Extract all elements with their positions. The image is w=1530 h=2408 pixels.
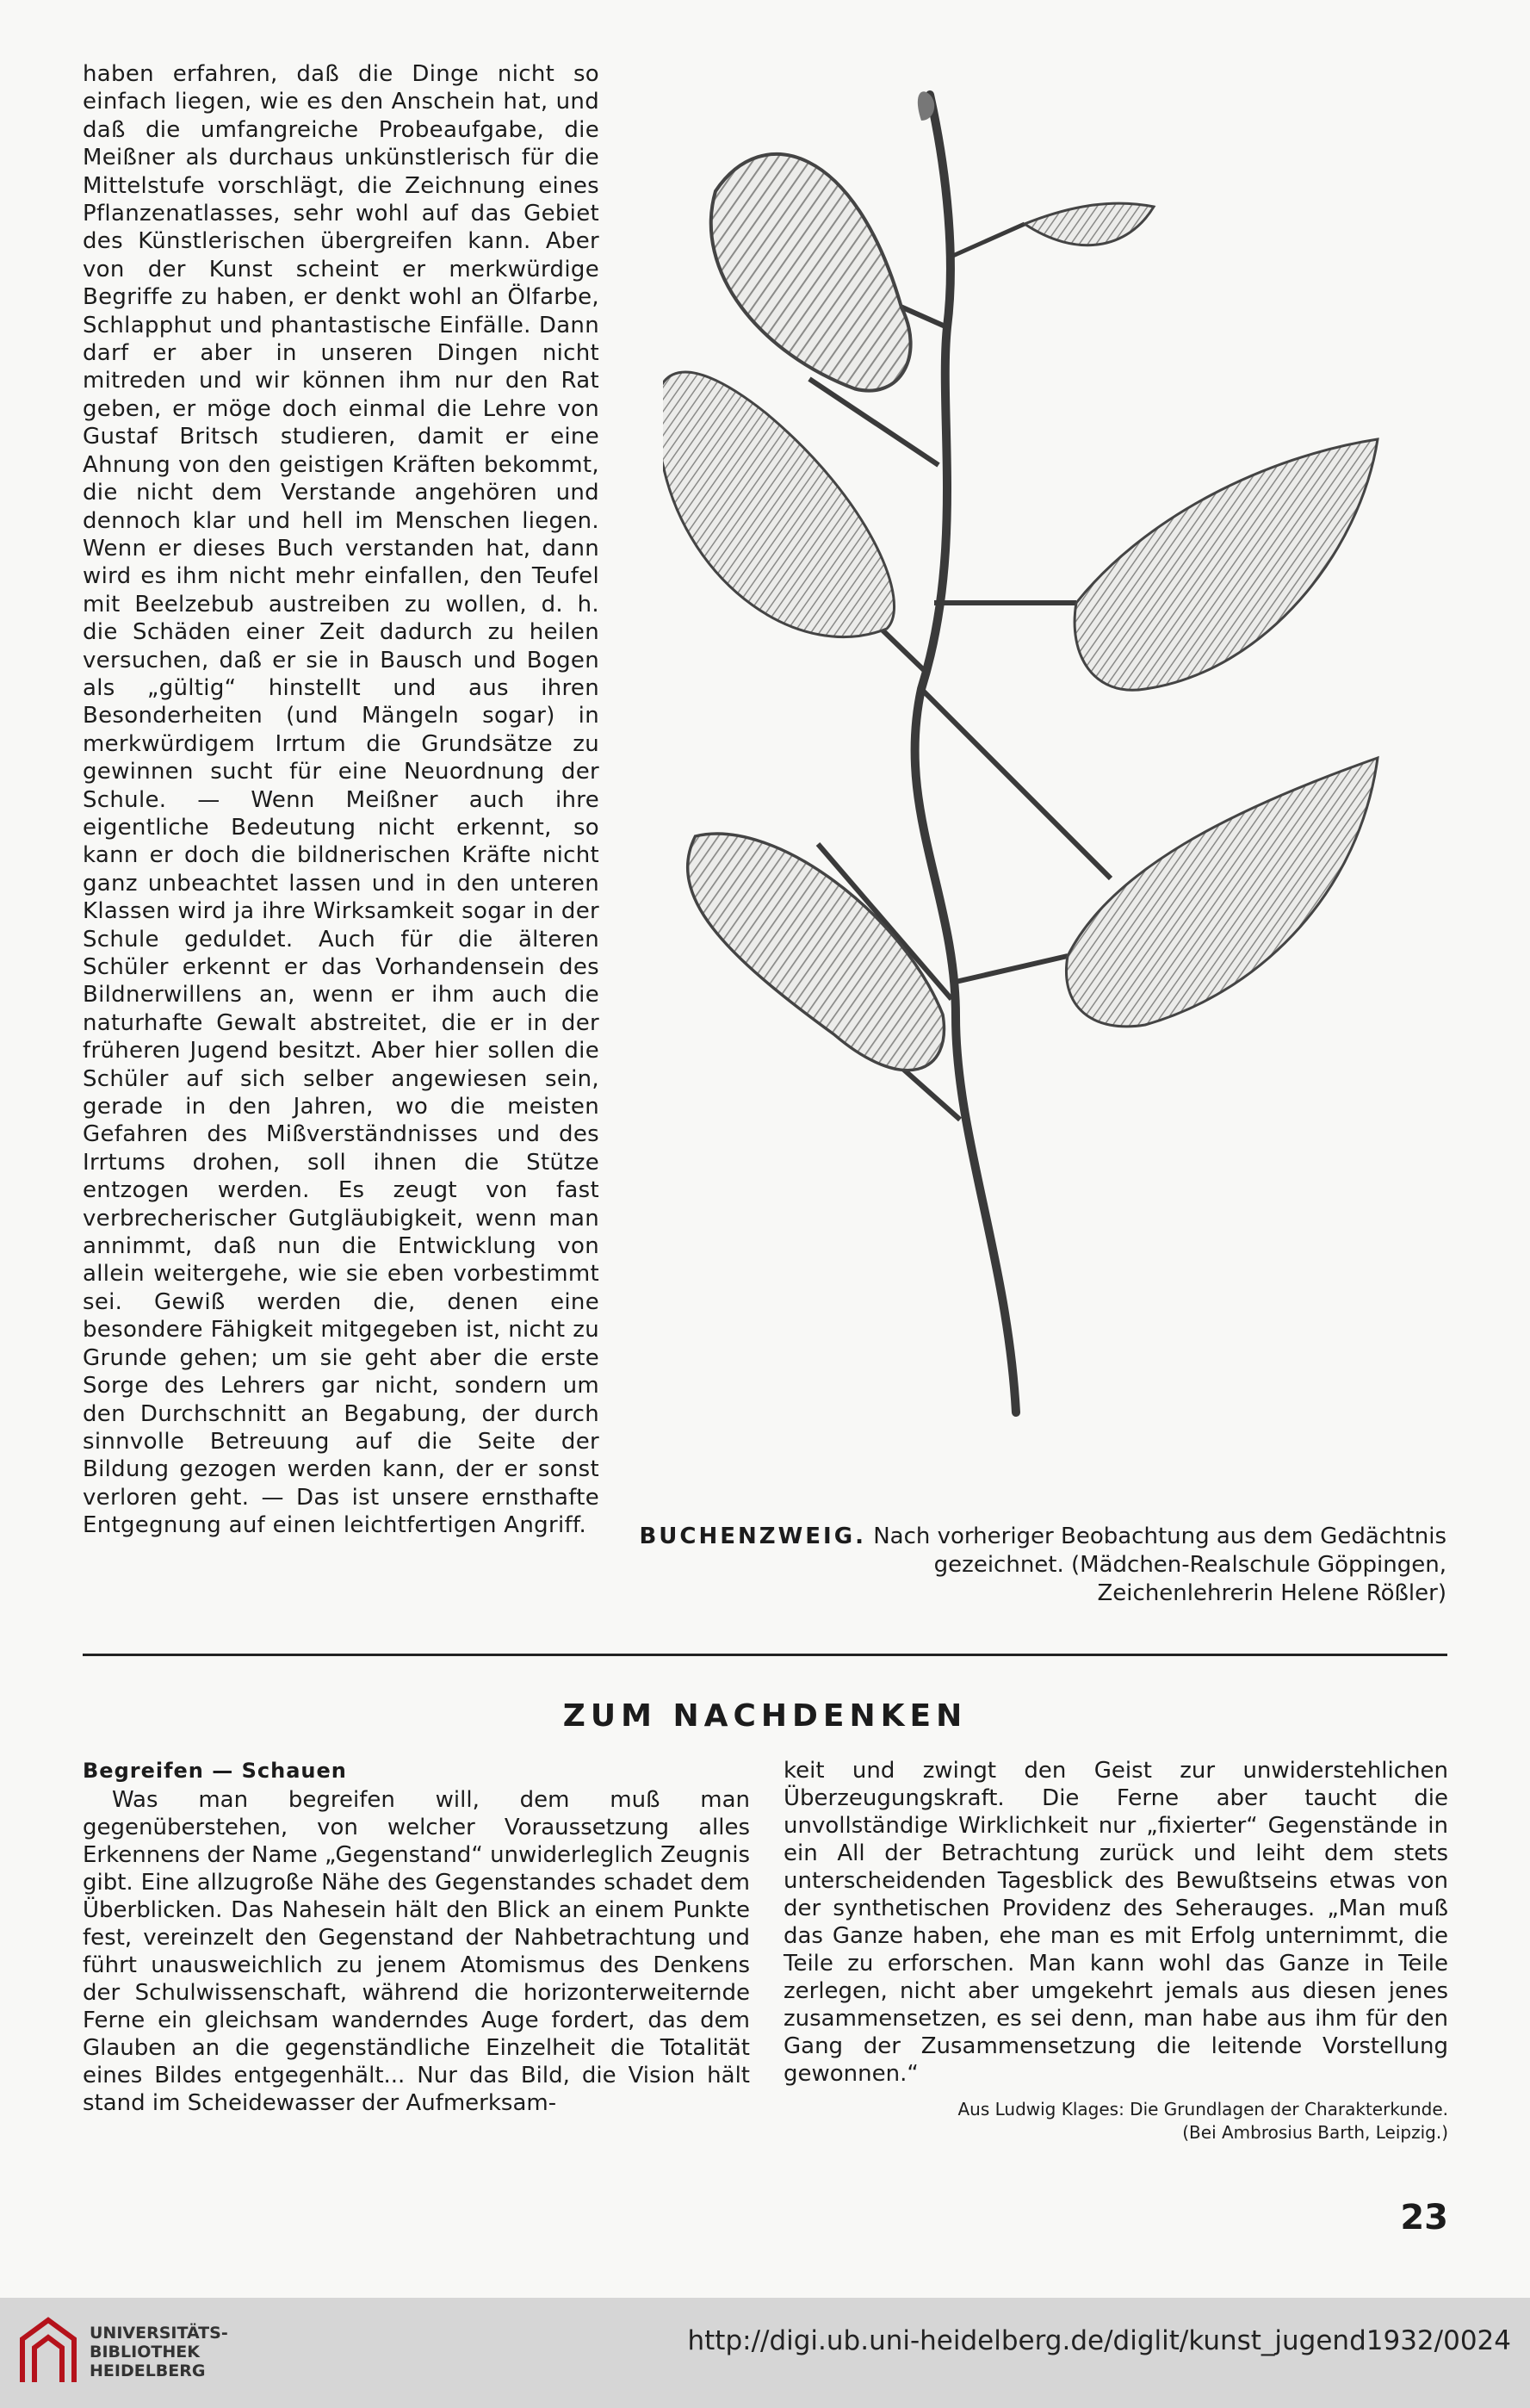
caption-line-3: Zeichenlehrerin Helene Rößler) <box>1097 1580 1446 1606</box>
beech-branch-illustration <box>663 69 1455 1533</box>
logo-line-2: BIBLIOTHEK <box>90 2343 200 2361</box>
figure-caption <box>629 1523 1446 1608</box>
source-line-2: (Bei Ambrosius Barth, Leipzig.) <box>1182 2122 1448 2143</box>
beech-branch-drawing <box>663 69 1455 1533</box>
library-logo-text <box>90 2324 228 2380</box>
section-title: ZUM NACHDENKEN <box>562 1698 968 1734</box>
caption-line-1-text: Nach vorheriger Beobachtung aus dem Gedächtnis <box>865 1524 1446 1549</box>
logo-line-3: HEIDELBERG <box>90 2361 206 2380</box>
section-paragraph-left: Was man begreifen will, dem muß man gegenüberstehen, von welcher Voraussetzung alles Erkennens der Name „Gegenstand“ unwiderleglich Zeugnis gibt. Eine allzugroße Nähe des Gegenstandes schadet dem Überblicken. Das Nahesein hält den Blick an einem Punkte fest, vereinzelt den Gegenstand der Nahbetrachtung und führt unausweichlich zu jenem Atomismus des Denkens der Schulwissenschaft, während die horizonterweiternde Ferne ein gleichsam wanderndes Auge fordert, das dem Glauben an die gegenständliche Einzelheit die Totalität eines Bildes entgegenhält... Nur das Bild, die Vision hält stand im Scheidewasser der Aufmerksam- <box>83 1787 750 2116</box>
section-column-right <box>784 1757 1448 2144</box>
section-column-left <box>83 1757 750 2117</box>
quote-source <box>784 2098 1448 2144</box>
section-divider <box>83 1654 1447 1656</box>
section-paragraph-right: keit und zwingt den Geist zur unwiderstehlichen Überzeugungskraft. Die Ferne aber taucht die unvollständige Wirklichkeit nur „fixierter“ Gegenstände in ein All der Betrachtung zurück und leiht dem stets unterscheidenden Tagesblick des Bewußtseins etwas von der synthetischen Providenz des Seherauges. „Man muß das Ganze haben, ehe man es mit Erfolg unternimmt, die Teile zu erforschen. Man kann wohl das Ganze in Teile zerlegen, nicht aber umgekehrt jemals aus diesen jenes zusammensetzen, es sei denn, man habe aus ihm für den Gang der Zusammensetzung die leitende Vorstellung gewonnen.“ <box>784 1758 1448 2087</box>
left-column-paragraph: haben erfahren, daß die Dinge nicht so einfach liegen, wie es den Anschein hat, und daß die umfangreiche Probeaufgabe, die Meißner als durchaus unkünstlerisch für die Mittelstufe vorschlägt, die Zeichnung eines Pflanzenatlasses, sehr wohl auf das Gebiet des Künstlerischen übergreifen kann. Aber von der Kunst scheint er merkwürdige Begriffe zu haben, er denkt wohl an Ölfarbe, Schlapphut und phantastische Einfälle. Dann darf er aber in unseren Dingen nicht mitreden und wir können ihm nur den Rat geben, er möge doch einmal die Lehre von Gustaf Britsch studieren, damit er eine Ahnung von den geistigen Kräften bekommt, die nicht dem Verstande angehören und dennoch klar und hell im Menschen liegen. Wenn er dieses Buch verstanden hat, dann wird es ihm nicht mehr einfallen, den Teufel mit Beelzebub austreiben zu wollen, d. h. die Schäden einer Zeit dadurch zu heilen versuchen, daß er sie in Bausch und Bogen als „gültig“ hinstellt und aus ihren Besonderheiten (und Mängeln sogar) in merkwürdigem Irrtum die Grundsätze zu gewinnen sucht für eine Neuordnung der Schule. — Wenn Meißner auch ihre eigentliche Bedeutung nicht erkennt, so kann er doch die bildnerischen Kräfte nicht ganz unbeachtet lassen und in den unteren Klassen wird ja ihre Wirksamkeit sogar in der Schule geduldet. Auch für die älteren Schüler erkennt er das Vorhandensein des Bildnerwillens an, wenn er ihm auch die naturhafte Gewalt abstreitet, die er in der früheren Jugend besitzt. Aber hier sollen die Schüler auf sich selber angewiesen sein, gerade in den Jahren, wo die meisten Gefahren des Mißverständnisses und des Irrtums drohen, soll ihnen die Stütze entzogen werden. Es zeugt von fast verbrecherischer Gutgläubigkeit, wenn man annimmt, daß nun die Entwicklung von allein weitergehe, wie sie eben vorbestimmt sei. Gewiß werden die, denen eine besondere Fähigkeit mitgegeben ist, nicht zu Grunde gehen; um sie geht aber die erste Sorge des Lehrers gar nicht, sondern um den Durchschnitt an Begabung, der durch sinnvolle Betreuung auf die Seite der Bildung gezogen werden kann, der er sonst verloren geht. — Das ist unsere ernsthafte Entgegnung auf einen leichtfertigen Angriff. <box>83 61 599 1539</box>
page-number: 23 <box>1400 2198 1448 2237</box>
left-text-column <box>83 60 599 1540</box>
caption-lead: BUCHENZWEIG. <box>639 1524 866 1549</box>
caption-line-2: gezeichnet. (Mädchen-Realschule Göppingen, <box>933 1552 1446 1578</box>
caption-line-1 <box>629 1523 1446 1551</box>
source-line-1: Aus Ludwig Klages: Die Grundlagen der Charakterkunde. <box>957 2099 1448 2119</box>
section-subheading: Begreifen — Schauen <box>83 1759 347 1783</box>
logo-line-1: UNIVERSITÄTS- <box>90 2324 228 2343</box>
university-library-logo-icon <box>17 2313 79 2389</box>
source-url-link[interactable]: http://digi.ub.uni-heidelberg.de/diglit/kunst_jugend1932/0024 <box>687 2325 1511 2356</box>
